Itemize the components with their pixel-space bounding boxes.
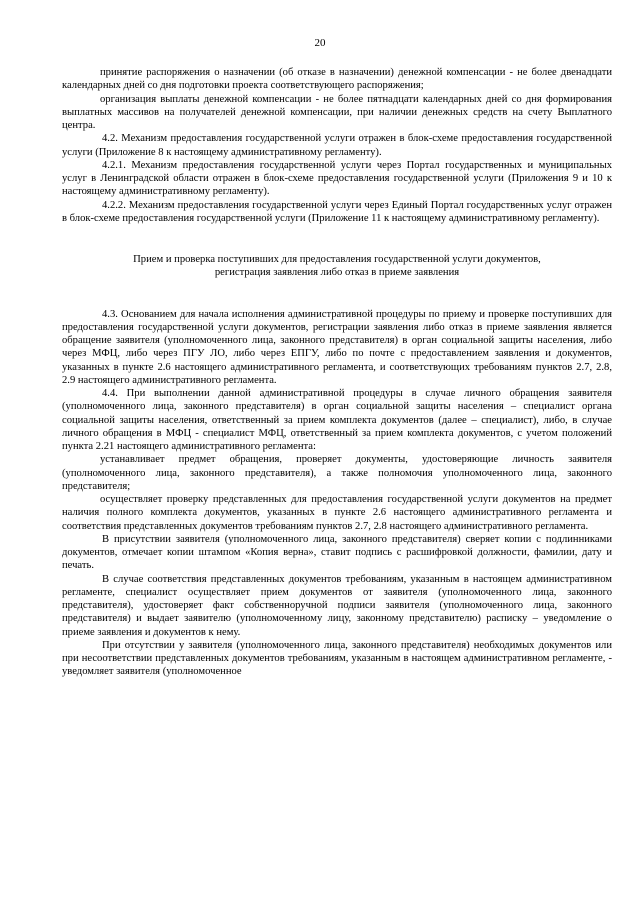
paragraph-4-3: 4.3. Основанием для начала исполнения административной процедуры по приему и проверке поступивших для предоставления государственной услуги документов, регистрации заявления либо отказ в приеме заявления является обращение заявителя (уполномоченного лица, законного представителя) в орган социальной защиты населения, либо через МФЦ, либо через ПГУ ЛО, либо через ЕПГУ, либо по почте с предоставлением заявления и документов, указанных в пункте 2.6 настоящего административного регламента, и соответствующих требованиям пунктов 2.7, 2.8, 2.9 настоящего административного регламента. [62, 308, 612, 386]
paragraph-payment-term: организация выплаты денежной компенсации - не более пятнадцати календарных дней со дня формирования выплатных массивов на получателей денежной компенсации, при наличии денежных средств на счету Выплатного центра. [62, 93, 612, 131]
paragraph-order-term: принятие распоряжения о назначении (об отказе в назначении) денежной компенсации - не более двенадцати календарных дней со дня подготовки проекта соответствующего распоряжения; [62, 67, 612, 92]
paragraph-check-documents: осуществляет проверку представленных для предоставления государственной услуги документов на предмет наличия полного комплекта документов, указанных в пункте 2.6 настоящего административного регламента и соответствия представленных документов требованиям пунктов 2.7, 2.8 настоящего административного регламента. [62, 494, 612, 532]
paragraph-4-2: 4.2. Механизм предоставления государственной услуги отражен в блок-схеме предоставления государственной услуги (Приложение 8 к настоящему административному регламенту). [62, 133, 612, 158]
section-heading-line-2: регистрация заявления либо отказ в приеме заявления [214, 267, 460, 279]
paragraph-accept-documents: В случае соответствия представленных документов требованиям, указанным в настоящем административном регламенте, специалист осуществляет прием документов от заявителя (уполномоченного лица, законного представителя), удостоверяет факт собственноручной подписи заявителя (уполномоченного лица, законного представителя) и выдает заявителю (уполномоченному лицу, законному представителю) расписку – уведомление о приеме заявления и документов к нему. [62, 573, 612, 638]
document-body [62, 66, 612, 679]
section-heading [62, 253, 612, 280]
paragraph-4-2-2: 4.2.2. Механизм предоставления государственной услуги через Единый Портал государственных услуг отражен в блок-схеме предоставления государственной услуги (Приложение 11 к настоящему административному регламенту). [62, 199, 612, 224]
page-number: 20 [314, 37, 326, 49]
paragraph-4-4: 4.4. При выполнении данной административной процедуры в случае личного обращения заявителя (уполномоченного лица, законного представителя) в орган социальной защиты населения – специалист органа социальной защиты населения, ответственный за прием комплекта документов (далее – специалист), либо, в случае личного обращения в МФЦ - специалист МФЦ, ответственный за прием комплекта документов, с учетом положений пункта 2.21 настоящего административного регламента: [62, 388, 612, 452]
section-heading-line-1: Прием и проверка поступивших для предоставления государственной услуги документов, [133, 254, 541, 265]
paragraph-establish-subject: устанавливает предмет обращения, проверяет документы, удостоверяющие личность заявителя (уполномоченного лица, законного представителя), а также полномочия уполномоченного лица, законного представителя; [62, 454, 612, 492]
paragraph-verify-copies: В присутствии заявителя (уполномоченного лица, законного представителя) сверяет копии с подлинниками документов, отмечает копии штампом «Копия верна», ставит подпись с расшифровкой должности, фамилии, дату и печать. [62, 533, 612, 572]
paragraph-4-2-1: 4.2.1. Механизм предоставления государственной услуги через Портал государственных и муниципальных услуг в Ленинградской области отражен в блок-схеме предоставления государственной услуги (Приложения 9 и 10 к настоящему административному регламенту). [62, 159, 612, 198]
paragraph-missing-documents: При отсутствии у заявителя (уполномоченного лица, законного представителя) необходимых документов или при несоответствии представленных документов требованиям, указанным в настоящем административном регламенте, - уведомляет заявителя (уполномоченное [62, 639, 612, 678]
